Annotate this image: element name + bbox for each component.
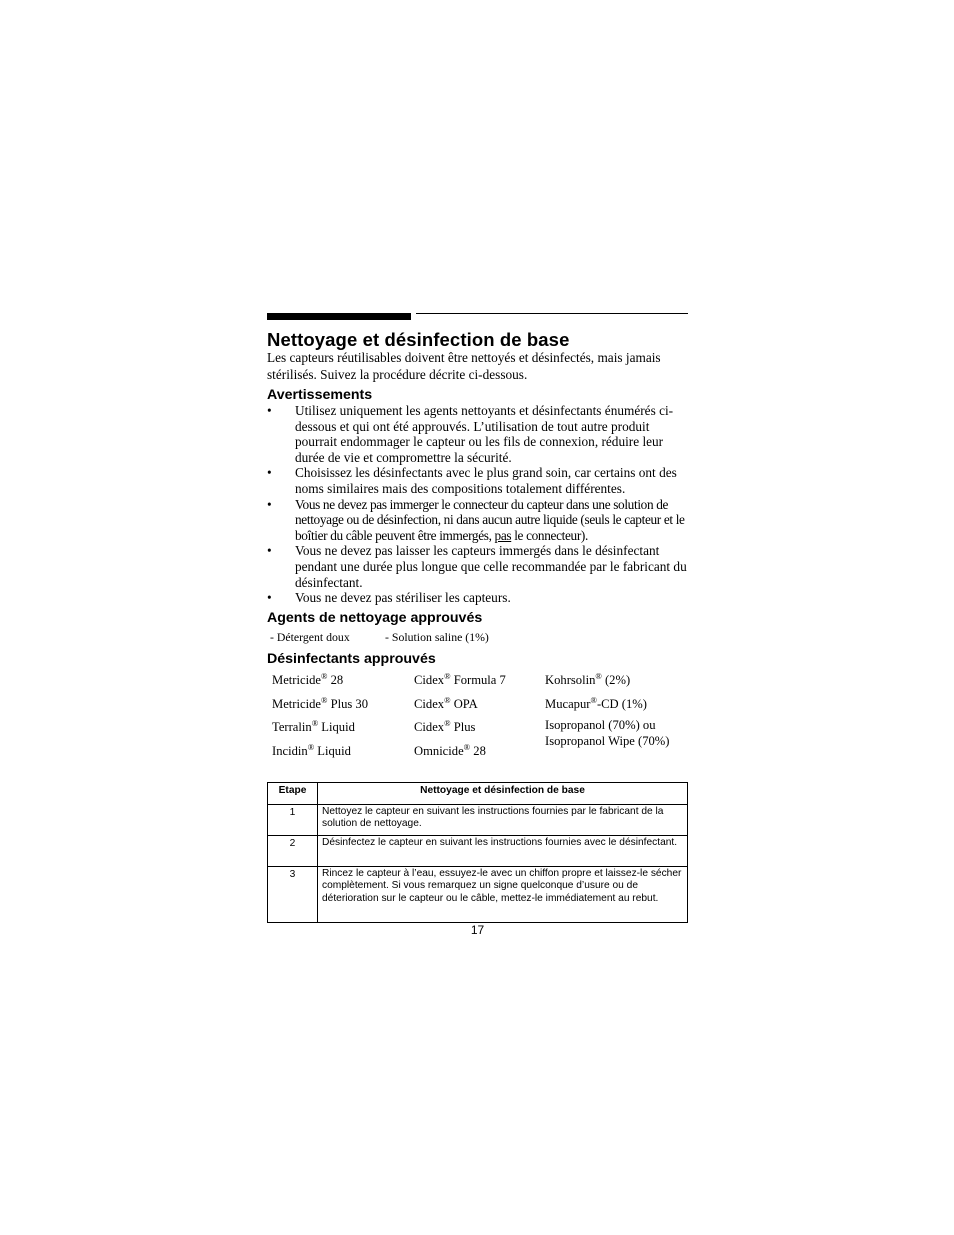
- disinfectant-detail: 28: [470, 744, 486, 758]
- warning-text: Vous ne devez pas stériliser les capteurs.: [295, 590, 511, 606]
- disinfectant-detail: (2%): [601, 673, 631, 687]
- bullet: •: [267, 590, 272, 606]
- registered-mark: ®: [444, 695, 451, 705]
- registered-mark: ®: [320, 671, 328, 681]
- registered-mark: ®: [595, 671, 602, 681]
- warning-text: Choisissez les désinfectants avec le plus grand soin, car certains ont des noms similaires mais des compositions totalement différentes.: [295, 465, 677, 496]
- agents-list: [270, 630, 489, 644]
- table-row: [268, 867, 688, 923]
- registered-mark: ®: [444, 718, 451, 728]
- section-title: Nettoyage et désinfection de base: [267, 329, 570, 350]
- agent-item: - Détergent doux: [270, 630, 350, 644]
- step-number: 2: [268, 836, 318, 867]
- disinfectant-detail: Plus 30: [327, 697, 369, 711]
- disinfectant-name: Cidex: [414, 720, 445, 734]
- disinfectant-name: Mucapur: [545, 697, 591, 711]
- registered-mark: ®: [444, 671, 451, 681]
- step-column-header: Etape: [268, 783, 318, 805]
- registered-mark: ®: [590, 695, 597, 705]
- disinfectant-item: [414, 672, 506, 689]
- bullet: •: [267, 543, 272, 559]
- step-number: 3: [268, 867, 318, 923]
- warnings-list: [267, 403, 688, 606]
- disinfectant-item: [272, 672, 343, 689]
- disinfectant-detail: Formula 7: [450, 673, 506, 687]
- disinfectant-item: [272, 743, 351, 760]
- table-header-row: [268, 783, 688, 805]
- warning-item: [267, 497, 688, 544]
- step-number: 1: [268, 805, 318, 836]
- disinfectants-heading: Désinfectants approuvés: [267, 651, 436, 667]
- warning-text: Vous ne devez pas laisser les capteurs immergés dans le désinfectant pendant une durée plus longue que celle recommandée par le fabricant du désinfectant.: [295, 543, 687, 590]
- warning-item: [267, 403, 688, 465]
- warnings-heading: Avertissements: [267, 387, 373, 403]
- agents-heading: Agents de nettoyage approuvés: [267, 610, 483, 626]
- disinfectant-detail: OPA: [450, 697, 478, 711]
- procedure-column-header: Nettoyage et désinfection de base: [318, 783, 688, 805]
- disinfectant-item: [272, 696, 368, 713]
- step-text: Nettoyez le capteur en suivant les instructions fournies par le fabricant de la solution de nettoyage.: [318, 805, 688, 836]
- warning-item: [267, 590, 688, 606]
- table-row: [268, 805, 688, 836]
- disinfectant-item: [545, 696, 647, 713]
- step-text: Désinfectez le capteur en suivant les instructions fournies avec le désinfectant.: [318, 836, 688, 867]
- disinfectant-item: [545, 672, 630, 689]
- disinfectant-detail: Liquid: [314, 744, 351, 758]
- disinfectant-name: Terralin: [272, 720, 312, 734]
- disinfectant-name: Cidex: [414, 673, 445, 687]
- disinfectant-name: Omnicide: [414, 744, 464, 758]
- disinfectant-item: Isopropanol Wipe (70%): [545, 734, 670, 748]
- warning-text-after: le connecteur).: [511, 527, 588, 543]
- registered-mark: ®: [463, 742, 471, 752]
- disinfectant-item: [414, 696, 478, 713]
- disinfectant-name: Cidex: [414, 697, 445, 711]
- disinfectant-name: Metricide: [272, 673, 321, 687]
- disinfectant-name: Metricide: [272, 697, 321, 711]
- disinfectant-detail: Liquid: [318, 720, 355, 734]
- warning-text: Utilisez uniquement les agents nettoyants et désinfectants énumérés ci-dessous et qui ont été approuvés. L’utilisation de tout autre produit pourrait endommager le capteur ou les fils de connexion, réduire leur durée de vie et compromettre la sécurité.: [295, 403, 674, 465]
- warning-text-underlined: pas: [494, 527, 512, 543]
- steps-table: [267, 782, 688, 923]
- bullet: •: [267, 496, 272, 512]
- disinfectant-item: Isopropanol (70%) ou: [545, 718, 656, 732]
- registered-mark: ®: [311, 718, 319, 728]
- disinfectant-name: Kohrsolin: [545, 673, 596, 687]
- disinfectant-item: [272, 719, 355, 736]
- bullet: •: [267, 403, 272, 418]
- disinfectant-name: Incidin: [272, 744, 308, 758]
- registered-mark: ®: [307, 742, 315, 752]
- table-row: [268, 836, 688, 867]
- disinfectant-detail: 28: [327, 673, 344, 687]
- intro-paragraph: Les capteurs réutilisables doivent être nettoyés et désinfectés, mais jamais stérilisés. Suivez la procédure décrite ci-dessous.: [267, 350, 661, 382]
- agent-item: - Solution saline (1%): [385, 630, 489, 644]
- bullet: •: [267, 465, 272, 481]
- step-text: Rincez le capteur à l’eau, essuyez-le avec un chiffon propre et laissez-le sécher complètement. Si vous remarquez un signe quelconque d’usure ou de déterioration sur le capteur ou le câble, mettez-le immédiatement au rebut.: [318, 867, 688, 923]
- page-number: 17: [470, 923, 485, 937]
- section-rule-thick: [267, 313, 411, 320]
- warning-item: [267, 465, 688, 496]
- disinfectant-detail: -CD (1%): [596, 697, 647, 711]
- registered-mark: ®: [320, 695, 328, 705]
- disinfectant-item: [414, 719, 475, 736]
- disinfectant-detail: Plus: [450, 720, 476, 734]
- disinfectant-item: [414, 743, 486, 760]
- warning-item: [267, 543, 688, 590]
- warning-text-before: Vous ne devez pas immerger le connecteur du capteur dans une solution de nettoyage ou de désinfection, ni dans aucun autre liquide (seuls le capteur et le boîtier du câble peuvent être immergés,: [295, 496, 685, 543]
- section-rule-thin: [416, 313, 688, 314]
